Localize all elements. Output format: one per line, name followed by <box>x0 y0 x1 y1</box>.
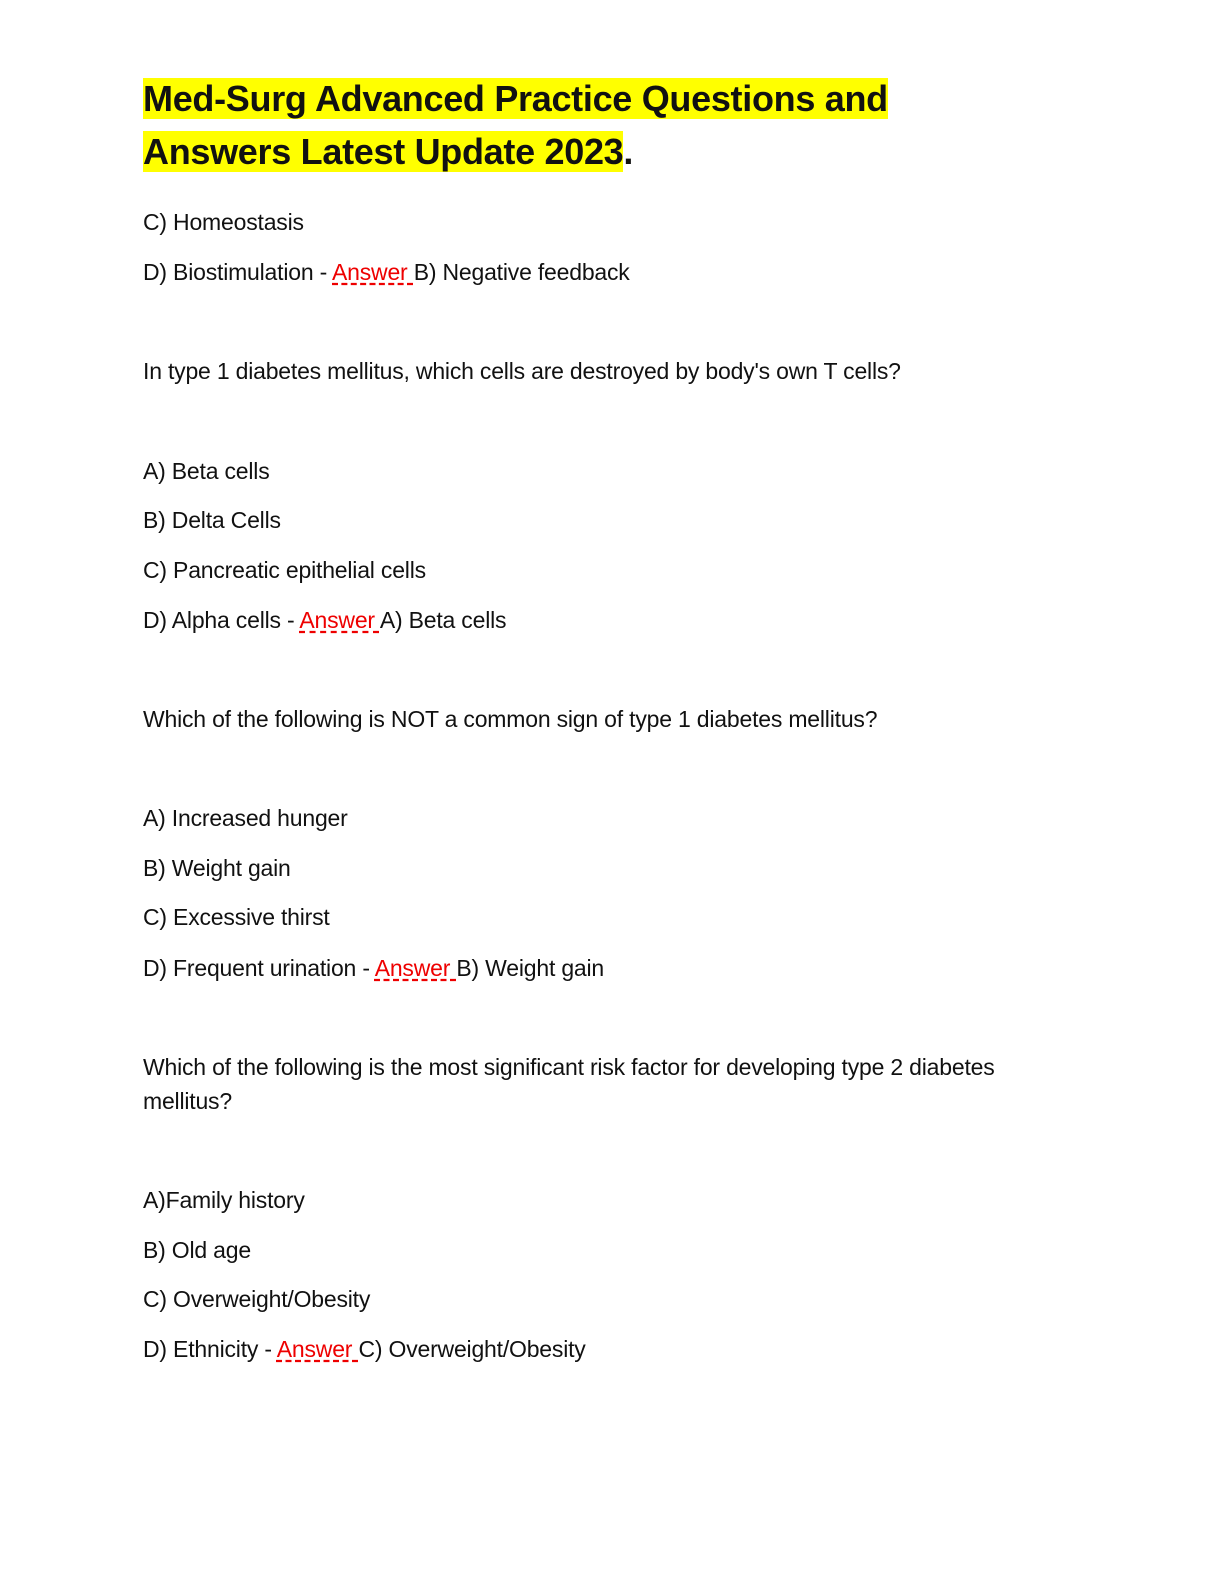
document-title <box>143 72 1043 178</box>
q2-option-d <box>143 951 604 985</box>
q0-answer: B) Negative feedback <box>413 259 630 285</box>
answer-label: Answer <box>332 259 414 285</box>
q1-option-c: C) Pancreatic epithelial cells <box>143 557 426 583</box>
q1-option-d <box>143 603 506 637</box>
q2-option-b: B) Weight gain <box>143 855 291 881</box>
q0-option-c: C) Homeostasis <box>143 209 304 235</box>
q0-option-d-text: D) Biostimulation - <box>143 259 333 285</box>
q2-answer: B) Weight gain <box>456 955 605 981</box>
q1-option-a: A) Beta cells <box>143 458 270 484</box>
q2-question: Which of the following is NOT a common sign of type 1 diabetes mellitus? <box>143 706 878 732</box>
q3-option-d <box>143 1332 586 1366</box>
q3-answer: C) Overweight/Obesity <box>358 1336 586 1362</box>
answer-label: Answer <box>276 1336 359 1362</box>
q1-answer: A) Beta cells <box>379 607 507 633</box>
q3-option-c: C) Overweight/Obesity <box>143 1286 371 1312</box>
q2-option-c: C) Excessive thirst <box>143 904 330 930</box>
title-line-1: Med-Surg Advanced Practice Questions and <box>143 78 888 119</box>
answer-label: Answer <box>374 955 457 981</box>
q1-option-d-text: D) Alpha cells - <box>143 607 300 633</box>
title-line-2: Answers Latest Update 2023 <box>143 131 624 172</box>
answer-label: Answer <box>299 607 380 633</box>
q1-option-b: B) Delta Cells <box>143 507 281 533</box>
q3-option-b: B) Old age <box>143 1237 251 1263</box>
q3-question: Which of the following is the most significant risk factor for developing type 2 diabetes mellitus? <box>143 1054 995 1114</box>
title-period: . <box>623 131 634 172</box>
q3-option-a: A)Family history <box>143 1187 305 1213</box>
q1-question: In type 1 diabetes mellitus, which cells are destroyed by body's own T cells? <box>143 358 901 384</box>
q0-option-d <box>143 255 630 289</box>
document-page <box>143 72 1043 1362</box>
q2-option-a: A) Increased hunger <box>143 805 348 831</box>
q2-option-d-text: D) Frequent urination - <box>143 955 375 981</box>
q3-option-d-text: D) Ethnicity - <box>143 1336 277 1362</box>
